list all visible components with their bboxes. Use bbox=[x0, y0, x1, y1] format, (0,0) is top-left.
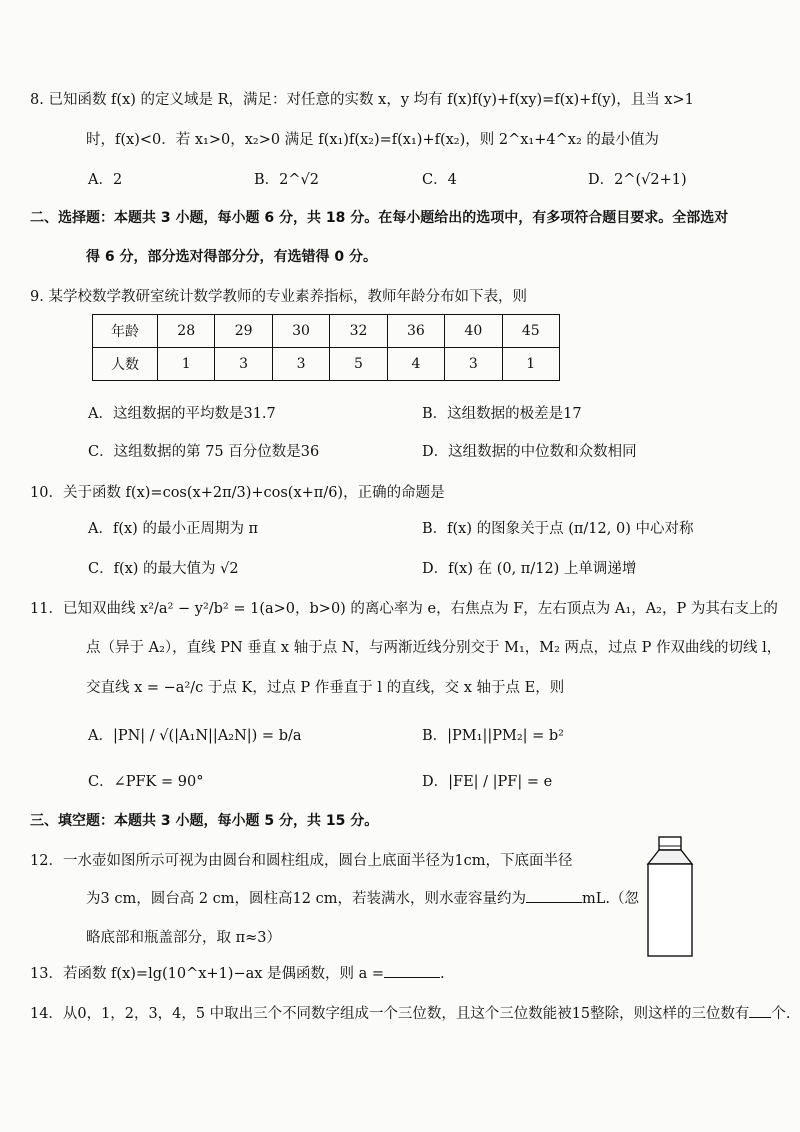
q8-option-b: B．2^√2 bbox=[254, 172, 319, 188]
age-distribution-table bbox=[92, 314, 560, 381]
table-row bbox=[93, 315, 560, 348]
table-cell: 32 bbox=[330, 315, 387, 348]
q12-line2-unit: mL.（忽 bbox=[581, 891, 639, 907]
q12-line1: 12．一水壶如图所示可视为由圆台和圆柱组成，圆台上底面半径为1cm，下底面半径 bbox=[30, 853, 573, 869]
table-cell: 1 bbox=[158, 348, 215, 381]
q9-option-c: C．这组数据的第 75 百分位数是36 bbox=[88, 444, 320, 460]
table-cell: 1 bbox=[502, 348, 559, 381]
table-cell: 3 bbox=[215, 348, 272, 381]
bottle-shoulder bbox=[648, 850, 692, 864]
q9-option-a: A．这组数据的平均数是31.7 bbox=[88, 406, 276, 422]
q11-option-a: A．|PN| / √(|A₁N||A₂N|) = b/a bbox=[88, 728, 302, 744]
q13-answer-blank[interactable] bbox=[384, 977, 440, 978]
q14-stem: 14．从0，1，2，3，4，5 中取出三个不同数字组成一个三位数，且这个三位数能被15整除，则这样的三位数有 bbox=[30, 1006, 750, 1022]
table-cell: 29 bbox=[215, 315, 272, 348]
q13-stem: 13．若函数 f(x)=lg(10^x+1)−ax 是偶函数，则 a = bbox=[30, 966, 385, 982]
section2-heading-line2: 得 6 分，部分选对得部分分，有选错得 0 分。 bbox=[86, 249, 377, 265]
q8-line1: 8. 已知函数 f(x) 的定义域是 R，满足：对任意的实数 x，y 均有 f(x)f(y)+f(xy)=f(x)+f(y)，且当 x>1 bbox=[30, 92, 694, 108]
q8-option-c: C．4 bbox=[422, 172, 457, 188]
q10-option-b: B．f(x) 的图象关于点 (π/12, 0) 中心对称 bbox=[422, 521, 694, 537]
q14-line bbox=[30, 1002, 790, 1023]
table-cell: 5 bbox=[330, 348, 387, 381]
section3-heading: 三、填空题：本题共 3 小题，每小题 5 分，共 15 分。 bbox=[30, 813, 379, 829]
q12-line2 bbox=[86, 887, 639, 908]
water-bottle-figure bbox=[640, 836, 700, 958]
q9-stem: 9. 某学校数学教研室统计数学教师的专业素养指标，教师年龄分布如下表，则 bbox=[30, 289, 527, 305]
q11-option-d: D．|FE| / |PF| = e bbox=[422, 774, 553, 790]
q10-option-c: C．f(x) 的最大值为 √2 bbox=[88, 561, 239, 577]
q12-line2-text: 为3 cm，圆台高 2 cm，圆柱高12 cm，若装满水，则水壶容量约为 bbox=[86, 891, 526, 907]
q14-end: 个. bbox=[771, 1006, 791, 1022]
q13-line bbox=[30, 962, 445, 983]
section2-heading-line1: 二、选择题：本题共 3 小题，每小题 6 分，共 18 分。在每小题给出的选项中，有多项符合题目要求。全部选对 bbox=[30, 210, 729, 226]
bottle-body bbox=[648, 864, 692, 956]
q11-option-b: B．|PM₁||PM₂| = b² bbox=[422, 728, 564, 744]
q12-answer-blank[interactable] bbox=[526, 902, 582, 903]
table-cell: 45 bbox=[502, 315, 559, 348]
table-cell: 3 bbox=[272, 348, 329, 381]
q12-line3: 略底部和瓶盖部分，取 π≈3） bbox=[86, 930, 282, 946]
q8-option-d: D．2^(√2+1) bbox=[588, 172, 687, 188]
q10-option-d: D．f(x) 在 (0, π/12) 上单调递增 bbox=[422, 561, 637, 577]
table-cell: 4 bbox=[387, 348, 444, 381]
q11-line2: 点（异于 A₂），直线 PN 垂直 x 轴于点 N，与两渐近线分别交于 M₁，M₂ 两点，过点 P 作双曲线的切线 l， bbox=[86, 640, 782, 656]
q8-option-a: A．2 bbox=[88, 172, 123, 188]
q13-end: . bbox=[440, 966, 445, 982]
table-cell: 3 bbox=[445, 348, 502, 381]
q11-line3: 交直线 x = −a²/c 于点 K，过点 P 作垂直于 l 的直线，交 x 轴于点 E，则 bbox=[86, 680, 565, 696]
bottle-cap bbox=[659, 837, 681, 850]
table-cell: 36 bbox=[387, 315, 444, 348]
q9-option-d: D．这组数据的中位数和众数相同 bbox=[422, 444, 637, 460]
table-header-age: 年龄 bbox=[93, 315, 158, 348]
table-header-count: 人数 bbox=[93, 348, 158, 381]
q10-stem: 10．关于函数 f(x)=cos(x+2π/3)+cos(x+π/6)，正确的命题是 bbox=[30, 485, 445, 501]
q8-line2: 时，f(x)<0．若 x₁>0，x₂>0 满足 f(x₁)f(x₂)=f(x₁)+f(x₂)，则 2^x₁+4^x₂ 的最小值为 bbox=[86, 132, 659, 148]
table-row bbox=[93, 348, 560, 381]
table-cell: 40 bbox=[445, 315, 502, 348]
q11-line1: 11．已知双曲线 x²/a² − y²/b² = 1(a>0，b>0) 的离心率为 e，右焦点为 F，左右顶点为 A₁，A₂，P 为其右支上的 bbox=[30, 601, 778, 617]
q14-answer-blank[interactable] bbox=[749, 1017, 771, 1018]
q11-option-c: C．∠PFK = 90° bbox=[88, 774, 204, 790]
q9-option-b: B．这组数据的极差是17 bbox=[422, 406, 582, 422]
q10-option-a: A．f(x) 的最小正周期为 π bbox=[88, 521, 259, 537]
table-cell: 30 bbox=[272, 315, 329, 348]
table-cell: 28 bbox=[158, 315, 215, 348]
